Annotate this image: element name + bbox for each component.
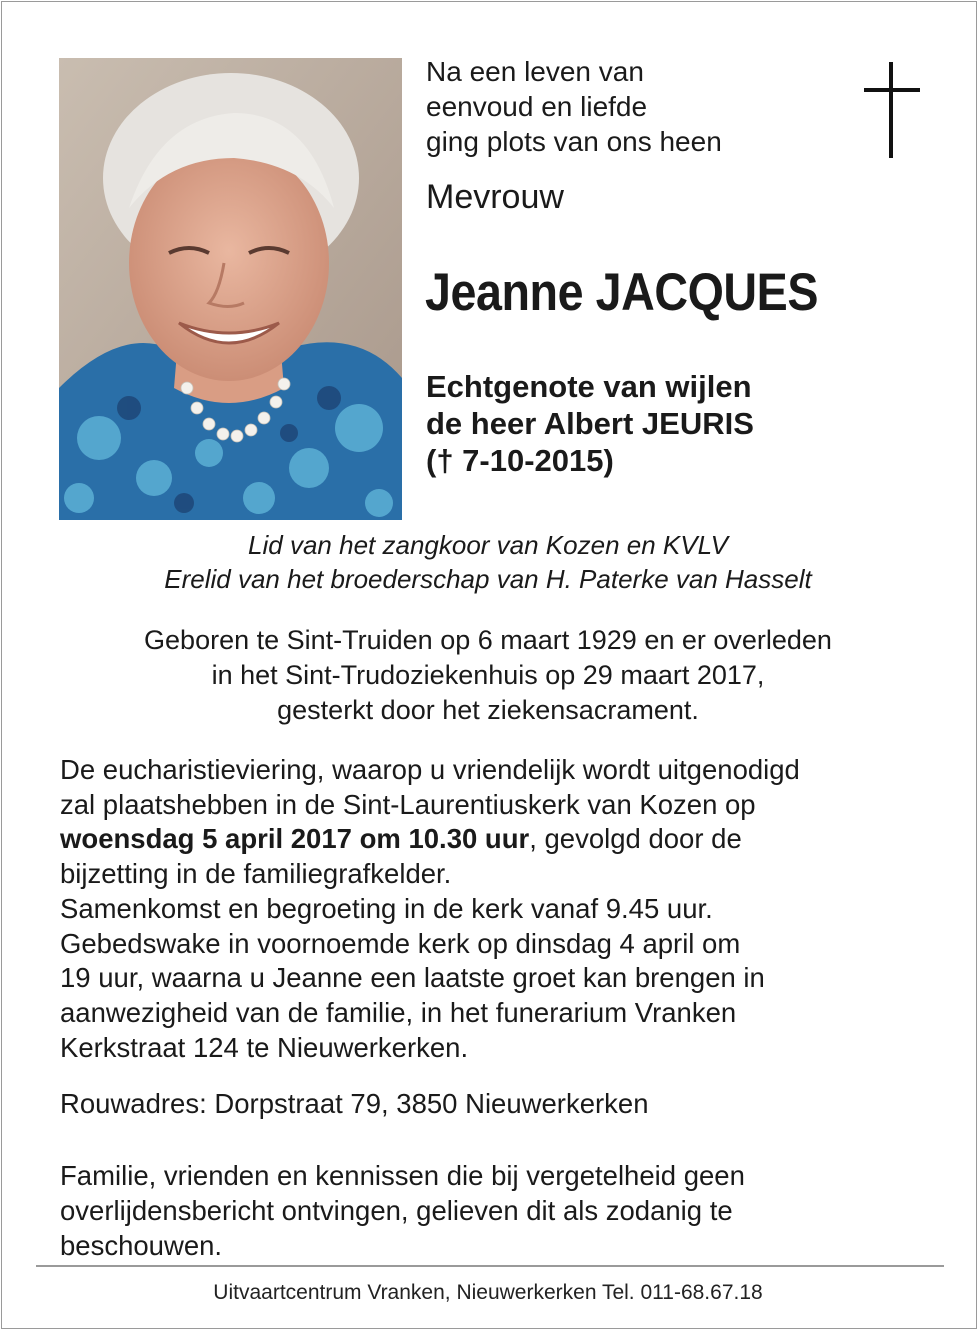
family-line: Familie, vrienden en kennissen die bij vergetelheid geen — [60, 1160, 745, 1191]
intro-line: eenvoud en liefde — [426, 91, 648, 122]
spouse-line: Echtgenote van wijlen — [426, 369, 752, 404]
family-notice — [60, 1158, 745, 1263]
service-line-rest: , gevolgd door de — [529, 823, 742, 855]
mourning-address: Rouwadres: Dorpstraat 79, 3850 Nieuwerkerken — [60, 1088, 649, 1119]
service-line-date — [60, 822, 940, 857]
service-line: Kerkstraat 124 te Nieuwerkerken. — [60, 1031, 469, 1063]
intro-line: ging plots van ons heen — [426, 126, 722, 157]
family-line: overlijdensbericht ontvingen, gelieven dit als zodanig te — [60, 1195, 733, 1226]
birth-line: in het Sint-Trudoziekenhuis op 29 maart 2017, — [211, 660, 765, 690]
spouse-line: de heer Albert JEURIS — [426, 406, 754, 441]
funeral-home-footer: Uitvaartcentrum Vranken, Nieuwerkerken Tel. 011-68.67.18 — [213, 1281, 763, 1304]
intro-line: Na een leven van — [426, 56, 644, 87]
portrait-photo — [59, 58, 402, 520]
intro-verse — [426, 54, 722, 159]
service-line: Gebedswake in voornoemde kerk op dinsdag 4 april om — [60, 927, 741, 959]
affiliation-line: Lid van het zangkoor van Kozen en KVLV — [248, 530, 728, 560]
latin-cross-icon — [862, 62, 922, 163]
service-details — [60, 753, 940, 1065]
service-line: zal plaatshebben in de Sint-Laurentiuskerk van Kozen op — [60, 788, 756, 820]
affiliation-line: Erelid van het broederschap van H. Paterke van Hasselt — [164, 564, 812, 594]
service-date-bold: woensdag 5 april 2017 om 10.30 uur — [60, 823, 530, 855]
family-line: beschouwen. — [60, 1230, 223, 1261]
birth-line: gesterkt door het ziekensacrament. — [277, 695, 699, 725]
birth-death-info — [0, 623, 976, 728]
deceased-name: Jeanne JACQUES — [425, 263, 819, 322]
footer-divider — [36, 1265, 944, 1267]
service-line: Samenkomst en begroeting in de kerk vanaf 9.45 uur. — [60, 892, 713, 924]
service-line: bijzetting in de familiegrafkelder. — [60, 858, 452, 890]
spouse-line: († 7-10-2015) — [426, 443, 614, 478]
service-line: aanwezigheid van de familie, in het funerarium Vranken — [60, 996, 737, 1028]
service-line: 19 uur, waarna u Jeanne een laatste groet kan brengen in — [60, 962, 765, 994]
spouse-block — [426, 368, 754, 479]
affiliations — [0, 528, 976, 596]
birth-line: Geboren te Sint-Truiden op 6 maart 1929 en er overleden — [144, 625, 832, 655]
honorific: Mevrouw — [426, 178, 564, 216]
service-line: De eucharistieviering, waarop u vriendelijk wordt uitgenodigd — [60, 754, 800, 785]
